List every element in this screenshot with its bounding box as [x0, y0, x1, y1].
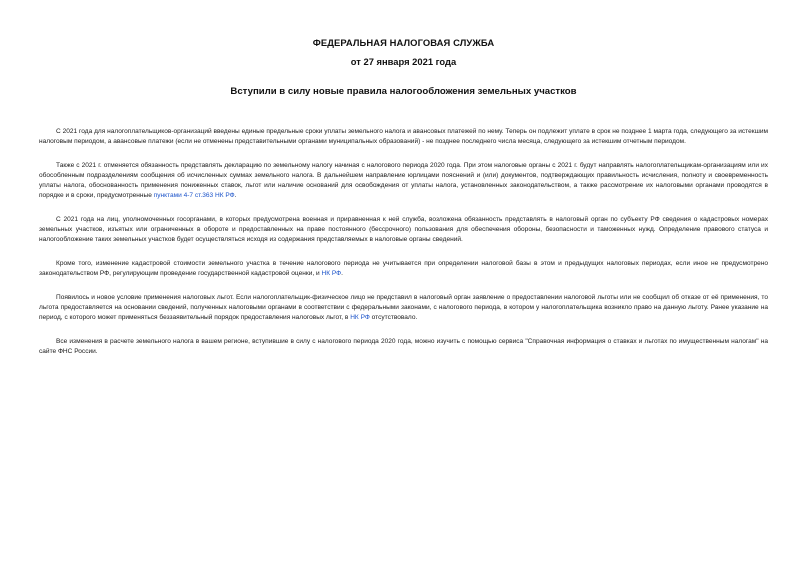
paragraph-payment-deadlines — [39, 127, 768, 147]
agency-name: ФЕДЕРАЛЬНАЯ НАЛОГОВАЯ СЛУЖБА — [312, 37, 495, 48]
publication-date: от 27 января 2021 года — [350, 56, 457, 67]
paragraph-tail: отсутствовало. — [371, 314, 418, 321]
paragraph-text: Также с 2021 г. отменяется обязанность представлять декларацию по земельному налогу начиная с налогового периода 2020 года. При этом налоговые органы с 2021 г. будут направлять налогоплательщикам-организациям или их обособленным подразделениям сообщения об исчисленных суммах земельного налога. В дальнейшем направление юрлицами пояснений и (или) документов, подтверждающих правильность исчисления, полноту и своевременность уплаты налога, обоснованность применения пониженных ставок, льгот или наличие оснований для освобождения от уплаты налога, установленных законодательством, а также рассмотрение их налоговыми органами проводятся в порядке и в сроки, предусмотренные — [39, 162, 768, 199]
paragraph-declaration-cancelled — [39, 161, 768, 201]
paragraph-reference-service — [39, 337, 768, 357]
paragraph-text: С 2021 года для налогоплательщиков-организаций введены единые предельные сроки уплаты земельного налога и авансовых платежей по нему. Теперь он подлежит уплате в срок не позднее 1 марта года, следующего за истекшим налоговым периодом, а авансовые платежи (если не отменены представительными органами муниципальных образований) - не позднее последнего числа месяца, следующего за истекшим отчетным периодом. — [39, 128, 768, 145]
tax-code-link[interactable]: НК РФ — [350, 314, 370, 321]
paragraph-cadastral-value — [39, 259, 768, 279]
paragraph-tax-benefits — [39, 293, 768, 323]
paragraph-text: Все изменения в расчете земельного налога в вашем регионе, вступившие в силу с налогового периода 2020 года, можно изучить с помощью сервиса "Справочная информация о ставках и льготах по имущественным налогам" на сайте ФНС России. — [39, 338, 768, 355]
paragraph-text: С 2021 года на лиц, уполномоченных госорганами, в которых предусмотрена военная и приравненная к ней служба, возложена обязанность представлять в налоговый орган по субъекту РФ сведения о кадастровых номерах земельных участков, изъятых или ограниченных в обороте и предоставленных на праве постоянного (бессрочного) пользования для обеспечения обороны, безопасности и таможенных нужд. Определение правового статуса и налогообложение таких земельных участков будет осуществляться исходя из содержания представляемых в налоговые органы сведений. — [39, 216, 768, 243]
article-body — [39, 127, 768, 371]
paragraph-text: Кроме того, изменение кадастровой стоимости земельного участка в течение налогового периода не учитывается при определении налоговой базы в этом и предыдущих налоговых периодах, если иное не предусмотрено законодательством РФ, регулирующим проведение государственной кадастровой оценки, и — [39, 260, 768, 277]
paragraph-military-land — [39, 215, 768, 245]
article-headline: Вступили в силу новые правила налогообложения земельных участков — [230, 86, 577, 97]
paragraph-tail: . — [234, 192, 237, 199]
tax-code-articles-link[interactable]: пунктами 4-7 ст.363 НК РФ — [153, 192, 235, 199]
paragraph-text: Появилось и новое условие применения налоговых льгот. Если налогоплательщик-физическое лицо не представил в налоговый орган заявление о предоставлении налоговой льготы или не сообщил об отказе от её применения, то льгота предоставляется на основании сведений, полученных налоговыми органами в соответствии с федеральными законами, с налогового периода, в котором у налогоплательщика возникло право на данную льготу. Ранее указание на период, с которого может применяться беззаявительный порядок предоставления налоговых льгот, в — [39, 294, 768, 321]
paragraph-tail: . — [341, 270, 343, 277]
tax-code-link[interactable]: НК РФ — [321, 270, 342, 277]
